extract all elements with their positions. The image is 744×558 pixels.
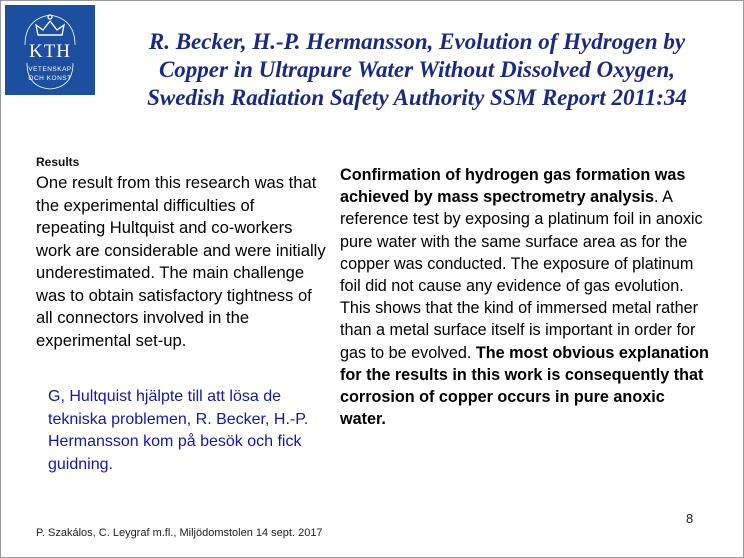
results-paragraph: One result from this research was that the experimental difficulties of repeating Hultquist and co-workers work are considerable and were initially underestimated. The main challenge was to obtain satisfactory tightness of all connectors involved in the experimental set-up. <box>36 173 326 350</box>
title-line-1: R. Becker, H.-P. Hermansson, Evolution of Hydrogen by <box>148 29 686 54</box>
swedish-note: G, Hultquist hjälpte till att lösa de tekniska problemen, R. Becker, H.-P. Hermansson kom på besök och fick guidning. <box>48 388 309 473</box>
confirmation-lead: Confirmation of hydrogen gas formation was achieved by mass spectrometry analysis <box>340 166 686 207</box>
results-heading: Results <box>36 155 80 169</box>
logo-text: KTH <box>28 41 72 62</box>
slide-title <box>104 28 730 112</box>
logo-subtext-2: OCH KONST <box>28 75 72 82</box>
conclusion-text: The most obvious explanation for the results in this work is consequently that corrosion of copper occurs in pure anoxic water. <box>340 343 709 429</box>
logo-subtext-1: VETENSKAP <box>28 66 72 73</box>
confirmation-body: . A reference test by exposing a platinum foil in anoxic pure water with the same surface area as for the copper was conducted. The exposure of platinum foil did not cause any evidence of gas evolution. This shows that the kind of immersed metal rather than a metal surface itself is important in order for gas to be evolved. <box>340 188 703 362</box>
title-line-2: Copper in Ultrapure Water Without Dissolved Oxygen, <box>158 57 676 82</box>
footer-citation: P. Szakálos, C. Leygraf m.fl., Miljödomstolen 14 sept. 2017 <box>36 527 323 539</box>
page-number: 8 <box>686 511 694 526</box>
title-line-3: Swedish Radiation Safety Authority SSM Report 2011:34 <box>147 85 687 110</box>
kth-logo <box>5 5 95 95</box>
confirmation-paragraph <box>340 164 710 430</box>
